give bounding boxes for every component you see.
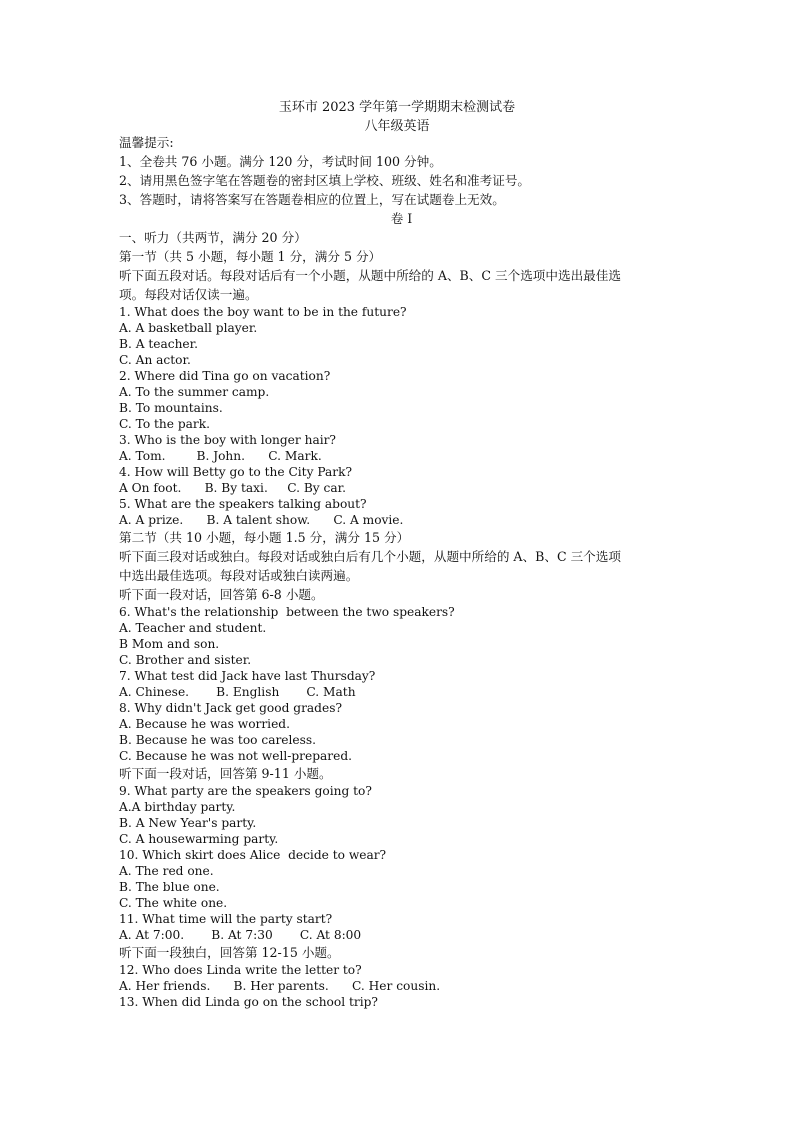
option: A. To the summer camp. [119, 385, 270, 399]
exam-subtitle: 八年级英语 [364, 119, 430, 134]
tip-line: 1、全卷共 76 小题。满分 120 分，考试时间 100 分钟。 [119, 154, 442, 169]
option: B. To mountains. [119, 401, 223, 415]
option: A. The red one. [119, 864, 214, 878]
question: 5. What are the speakers talking about? [119, 497, 367, 511]
question: 6. What's the relationship between the two speakers? [119, 605, 455, 619]
option: B. Because he was too careless. [119, 733, 316, 747]
option: C. To the park. [119, 417, 211, 431]
part-heading: 一、听力（共两节，满分 20 分） [119, 230, 307, 245]
instruction-line: 听下面三段对话或独白。每段对话或独白后有几个小题，从题中所给的 A、B、C 三个选项 [119, 549, 621, 564]
question: 7. What test did Jack have last Thursday? [119, 669, 376, 683]
instruction-line: 项。每段对话仅读一遍。 [119, 287, 258, 302]
option: B Mom and son. [119, 637, 220, 651]
option: A.A birthday party. [119, 800, 236, 814]
question: 12. Who does Linda write the letter to? [119, 963, 362, 977]
tips-heading: 温馨提示: [119, 135, 174, 150]
volume-heading: 卷 I [390, 211, 413, 226]
question: 10. Which skirt does Alice decide to wear? [119, 848, 387, 862]
option: B. A teacher. [119, 337, 199, 351]
option: C. Because he was not well-prepared. [119, 749, 352, 763]
listening-prompt: 听下面一段独白，回答第 12-15 小题。 [119, 945, 340, 960]
exam-title: 玉环市 2023 学年第一学期期末检测试卷 [278, 100, 516, 115]
option: C. Brother and sister. [119, 653, 252, 667]
options-row: A On foot. B. By taxi. C. By car. [119, 481, 346, 495]
question: 11. What time will the party start? [119, 912, 333, 926]
options-row: A. Chinese. B. English C. Math [119, 685, 356, 699]
tip-line: 3、答题时，请将答案写在答题卷相应的位置上，写在试题卷上无效。 [119, 192, 505, 207]
instruction-line: 听下面五段对话。每段对话后有一个小题，从题中所给的 A、B、C 三个选项中选出最佳选 [119, 268, 621, 283]
question: 9. What party are the speakers going to? [119, 784, 372, 798]
question: 3. Who is the boy with longer hair? [119, 433, 336, 447]
question: 13. When did Linda go on the school trip? [119, 995, 378, 1009]
instruction-line: 中选出最佳选项。每段对话或独白读两遍。 [119, 568, 359, 583]
section-heading: 第二节（共 10 小题，每小题 1.5 分，满分 15 分） [119, 530, 410, 545]
options-row: A. Tom. B. John. C. Mark. [119, 449, 322, 463]
listening-prompt: 听下面一段对话，回答第 6-8 小题。 [119, 587, 324, 602]
question: 1. What does the boy want to be in the future? [119, 305, 407, 319]
options-row: A. At 7:00. B. At 7:30 C. At 8:00 [119, 928, 362, 942]
option: B. The blue one. [119, 880, 220, 894]
options-row: A. Her friends. B. Her parents. C. Her cousin. [119, 979, 441, 993]
option: C. The white one. [119, 896, 228, 910]
option: A. Teacher and student. [119, 621, 267, 635]
tip-line: 2、请用黑色签字笔在答题卷的密封区填上学校、班级、姓名和准考证号。 [119, 173, 531, 188]
question: 8. Why didn't Jack get good grades? [119, 701, 342, 715]
option: A. A basketball player. [119, 321, 258, 335]
listening-prompt: 听下面一段对话，回答第 9-11 小题。 [119, 766, 332, 781]
option: A. Because he was worried. [119, 717, 290, 731]
option: C. An actor. [119, 353, 191, 367]
option: C. A housewarming party. [119, 832, 279, 846]
section-heading: 第一节（共 5 小题，每小题 1 分，满分 5 分） [119, 249, 382, 264]
exam-body [119, 133, 684, 1010]
question: 2. Where did Tina go on vacation? [119, 369, 331, 383]
question: 4. How will Betty go to the City Park? [119, 465, 352, 479]
option: B. A New Year's party. [119, 816, 257, 830]
options-row: A. A prize. B. A talent show. C. A movie. [119, 513, 404, 527]
